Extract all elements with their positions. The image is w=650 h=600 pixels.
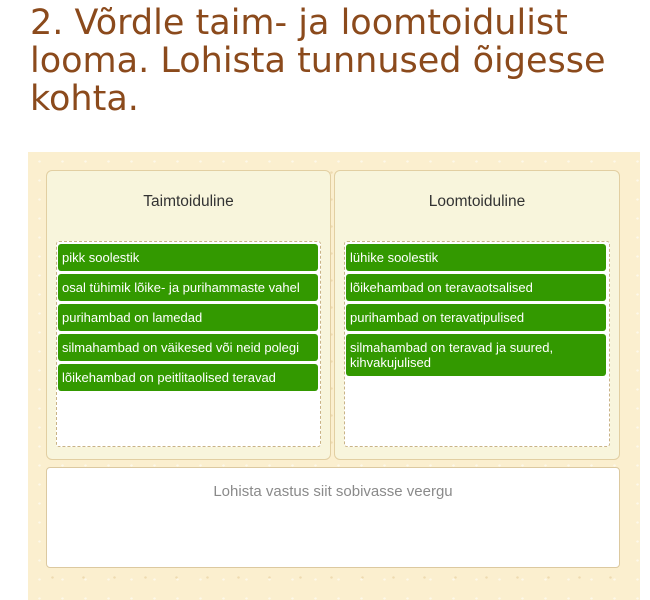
column-heading: Loomtoiduline bbox=[428, 193, 526, 210]
draggable-card[interactable]: osal tühimik lõike- ja purihammaste vahel bbox=[58, 274, 318, 301]
draggable-card[interactable]: purihambad on teravatipulised bbox=[346, 304, 606, 331]
drop-zone-herbivore[interactable] bbox=[56, 241, 321, 447]
draggable-card[interactable]: pikk soolestik bbox=[58, 244, 318, 271]
draggable-card[interactable]: silmahambad on väikesed või neid polegi bbox=[58, 334, 318, 361]
column-carnivore bbox=[334, 170, 620, 460]
drop-zone-carnivore[interactable] bbox=[344, 241, 610, 447]
card-list bbox=[58, 244, 319, 394]
draggable-card[interactable]: silmahambad on teravad ja suured, kihvakujulised bbox=[346, 334, 606, 376]
drag-drop-board bbox=[28, 152, 640, 600]
card-list bbox=[346, 244, 608, 379]
column-heading: Taimtoiduline bbox=[143, 193, 234, 210]
task-title: 2. Võrdle taim- ja loomtoidulist looma. Lohista tunnused õigesse kohta. bbox=[30, 3, 606, 119]
answer-source-area[interactable] bbox=[46, 467, 620, 568]
draggable-card[interactable]: purihambad on lamedad bbox=[58, 304, 318, 331]
draggable-card[interactable]: lõikehambad on teravaotsalised bbox=[346, 274, 606, 301]
column-herbivore bbox=[46, 170, 331, 460]
draggable-card[interactable]: lõikehambad on peitlitaolised teravad bbox=[58, 364, 318, 391]
draggable-card[interactable]: lühike soolestik bbox=[346, 244, 606, 271]
answer-placeholder: Lohista vastus siit sobivasse veergu bbox=[213, 483, 453, 500]
